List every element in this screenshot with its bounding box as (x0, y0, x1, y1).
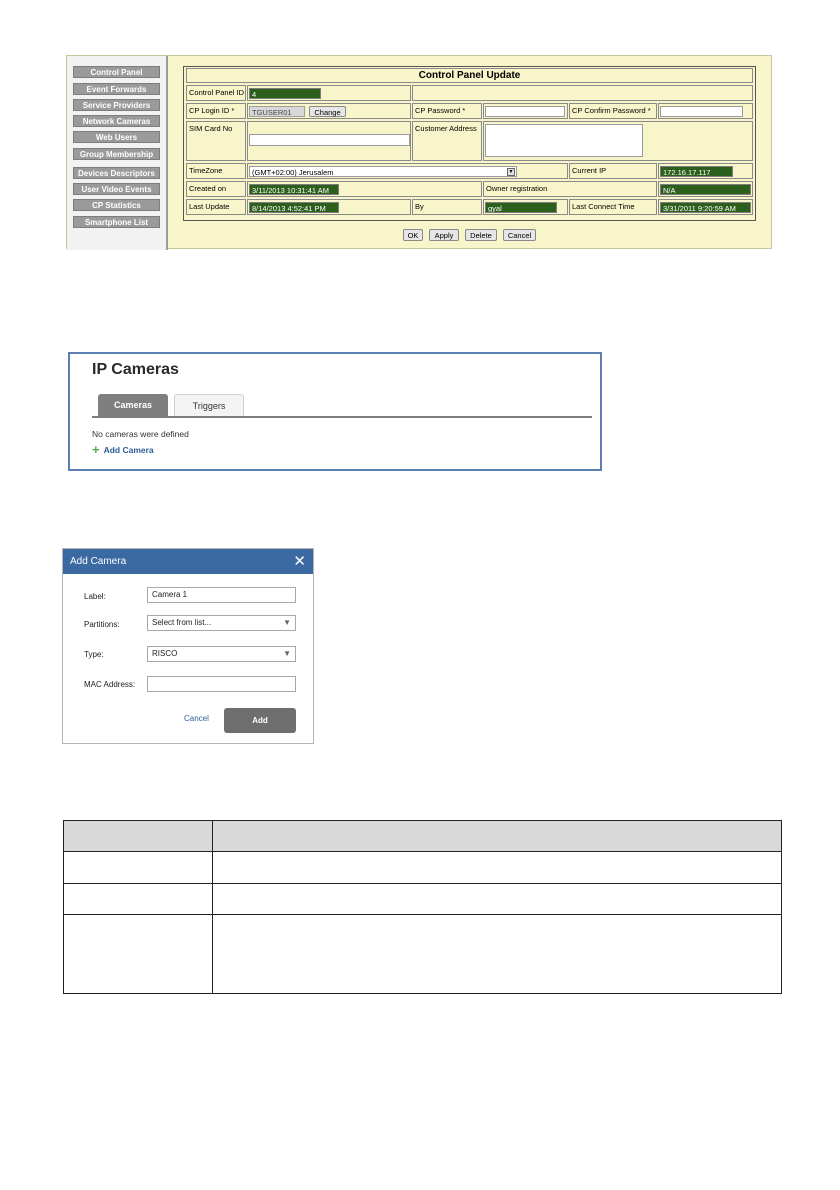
password-cell (483, 103, 568, 119)
form-title: Control Panel Update (186, 68, 753, 83)
confirm-password-input[interactable] (660, 106, 743, 117)
control-panel-sidebar (67, 56, 168, 250)
nav-service-providers[interactable]: Service Providers (73, 99, 160, 111)
login-label: CP Login ID * (186, 103, 246, 119)
table-cell (64, 853, 212, 869)
add-camera-dialog (62, 548, 314, 744)
add-camera-link[interactable] (92, 442, 154, 457)
table-row (64, 853, 781, 884)
dialog-header (63, 549, 313, 574)
timezone-cell (247, 163, 568, 179)
last-connect-value: 3/31/2011 9:20:59 AM (660, 202, 751, 213)
nav-user-video-events[interactable]: User Video Events (73, 183, 160, 195)
last-update-value: 8/14/2013 4:52:41 PM (249, 202, 339, 213)
table-cell (213, 884, 781, 900)
plus-icon: + (92, 442, 100, 457)
table-header-cell (64, 821, 212, 837)
sim-label: SIM Card No (186, 121, 246, 161)
table-column-divider (212, 821, 213, 993)
ip-cameras-panel (68, 352, 602, 471)
table-cell (213, 853, 781, 869)
sim-cell (247, 121, 411, 161)
table-row (64, 915, 781, 993)
table-cell (64, 884, 212, 900)
partitions-select[interactable] (147, 615, 296, 631)
nav-group-membership[interactable]: Group Membership (73, 148, 160, 160)
dialog-title: Add Camera (70, 556, 127, 567)
by-cell (483, 199, 568, 215)
by-value: gyal (485, 202, 557, 213)
nav-smartphone-list[interactable]: Smartphone List (73, 216, 160, 228)
nav-web-users[interactable]: Web Users (73, 131, 160, 143)
confirm-cell (658, 103, 753, 119)
last-connect-cell (658, 199, 753, 215)
mac-label: MAC Address: (84, 680, 136, 689)
type-label: Type: (84, 650, 104, 659)
address-cell (483, 121, 753, 161)
label-input[interactable]: Camera 1 (147, 587, 296, 603)
password-input[interactable] (485, 106, 565, 117)
password-label: CP Password * (412, 103, 482, 119)
created-value: 3/11/2013 10:31:41 AM (249, 184, 339, 195)
dialog-cancel-link[interactable]: Cancel (184, 714, 209, 723)
table-cell (64, 915, 212, 931)
cp-id-cell (247, 85, 411, 101)
created-cell (247, 181, 482, 197)
label-field-label: Label: (84, 592, 106, 601)
login-cell (247, 103, 411, 119)
address-label: Customer Address (412, 121, 482, 161)
nav-cp-statistics[interactable]: CP Statistics (73, 199, 160, 211)
by-label: By (412, 199, 482, 215)
add-camera-label: Add Camera (103, 445, 154, 455)
dropdown-arrow-icon: ▾ (507, 168, 515, 176)
nav-network-cameras[interactable]: Network Cameras (73, 115, 160, 127)
current-ip-label: Current IP (569, 163, 657, 179)
last-connect-label: Last Connect Time (569, 199, 657, 215)
last-update-cell (247, 199, 411, 215)
timezone-value: (GMT+02:00) Jerusalem (252, 168, 334, 177)
nav-event-forwards[interactable]: Event Forwards (73, 83, 160, 95)
confirm-label: CP Confirm Password * (569, 103, 657, 119)
timezone-label: TimeZone (186, 163, 246, 179)
ip-cameras-title: IP Cameras (92, 361, 179, 378)
cancel-button[interactable]: Cancel (503, 229, 536, 241)
last-update-label: Last Update (186, 199, 246, 215)
tab-cameras[interactable]: Cameras (98, 394, 168, 416)
current-ip-cell (658, 163, 753, 179)
login-value: TGUSER01 (249, 106, 305, 117)
nav-control-panel[interactable]: Control Panel (73, 66, 160, 78)
table-cell (213, 915, 781, 931)
type-value: RISCO (152, 649, 178, 658)
tab-divider (92, 416, 592, 418)
tab-triggers[interactable]: Triggers (174, 394, 244, 416)
address-textarea[interactable] (485, 124, 643, 157)
dialog-add-button[interactable]: Add (224, 708, 296, 733)
empty-state-text: No cameras were defined (92, 429, 189, 439)
close-icon[interactable]: ✕ (293, 553, 306, 570)
control-panel-table (183, 66, 756, 221)
owner-value: N/A (660, 184, 751, 195)
chevron-down-icon: ▼ (283, 618, 291, 627)
chevron-down-icon: ▼ (283, 649, 291, 658)
table-header (64, 821, 781, 852)
created-label: Created on (186, 181, 246, 197)
nav-devices-descriptors[interactable]: Devices Descriptors (73, 167, 160, 179)
form-buttons (183, 229, 756, 243)
ok-button[interactable]: OK (403, 229, 423, 241)
parameter-table (63, 820, 782, 994)
owner-label: Owner registration (483, 181, 657, 197)
cp-id-label: Control Panel ID (186, 85, 246, 101)
current-ip-value: 172.16.17.117 (660, 166, 733, 177)
sim-input[interactable] (249, 134, 410, 146)
partitions-value: Select from list... (152, 618, 212, 627)
delete-button[interactable]: Delete (465, 229, 497, 241)
mac-input[interactable] (147, 676, 296, 692)
cp-id-value: 4 (249, 88, 321, 99)
type-select[interactable] (147, 646, 296, 662)
empty-cell (412, 85, 753, 101)
apply-button[interactable]: Apply (429, 229, 459, 241)
partitions-label: Partitions: (84, 620, 120, 629)
table-row (64, 884, 781, 915)
table-header-cell (213, 821, 781, 837)
timezone-select[interactable] (249, 166, 517, 177)
owner-cell (658, 181, 753, 197)
change-button[interactable]: Change (309, 106, 346, 117)
control-panel-screenshot (66, 55, 772, 249)
